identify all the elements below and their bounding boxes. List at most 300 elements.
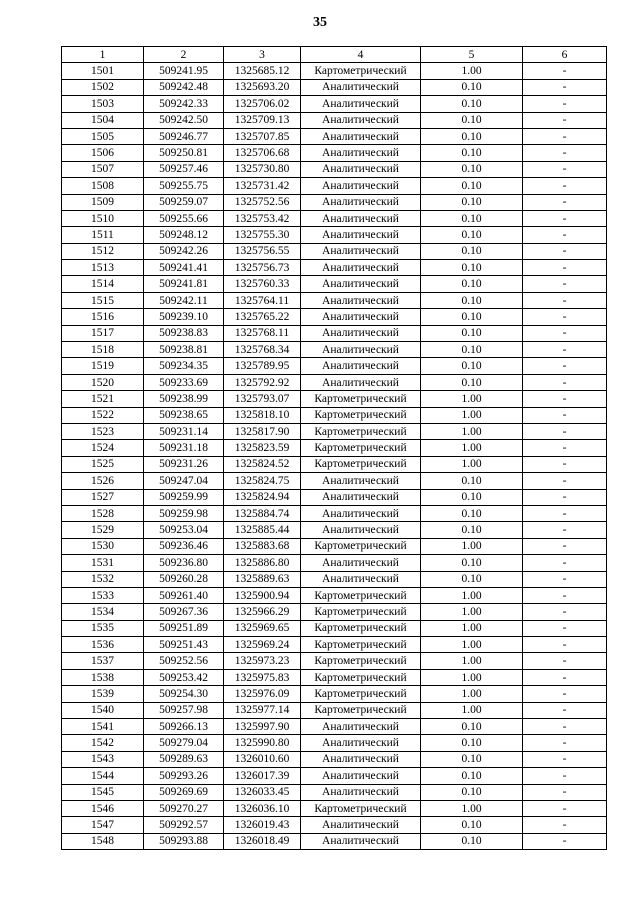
point-number-cell: 1519 bbox=[62, 358, 144, 374]
method-cell: Аналитический bbox=[301, 161, 421, 177]
accuracy-cell: 1.00 bbox=[421, 620, 523, 636]
table-row bbox=[62, 112, 607, 128]
note-cell: - bbox=[523, 391, 607, 407]
x-coordinate-cell: 509270.27 bbox=[144, 800, 224, 816]
method-cell: Аналитический bbox=[301, 505, 421, 521]
column-header-1: 1 bbox=[62, 47, 144, 63]
accuracy-cell: 0.10 bbox=[421, 719, 523, 735]
method-cell: Аналитический bbox=[301, 79, 421, 95]
method-cell: Картометрический bbox=[301, 391, 421, 407]
x-coordinate-cell: 509241.81 bbox=[144, 276, 224, 292]
page-number: 35 bbox=[313, 15, 327, 30]
y-coordinate-cell: 1325707.85 bbox=[224, 128, 301, 144]
method-cell: Аналитический bbox=[301, 735, 421, 751]
note-cell: - bbox=[523, 833, 607, 849]
point-number-cell: 1548 bbox=[62, 833, 144, 849]
point-number-cell: 1510 bbox=[62, 210, 144, 226]
method-cell: Картометрический bbox=[301, 604, 421, 620]
point-number-cell: 1545 bbox=[62, 784, 144, 800]
note-cell: - bbox=[523, 407, 607, 423]
y-coordinate-cell: 1326010.60 bbox=[224, 751, 301, 767]
table-row bbox=[62, 669, 607, 685]
note-cell: - bbox=[523, 751, 607, 767]
x-coordinate-cell: 509248.12 bbox=[144, 227, 224, 243]
method-cell: Аналитический bbox=[301, 96, 421, 112]
method-cell: Картометрический bbox=[301, 653, 421, 669]
point-number-cell: 1523 bbox=[62, 423, 144, 439]
y-coordinate-cell: 1326036.10 bbox=[224, 800, 301, 816]
point-number-cell: 1535 bbox=[62, 620, 144, 636]
accuracy-cell: 0.10 bbox=[421, 833, 523, 849]
method-cell: Картометрический bbox=[301, 423, 421, 439]
accuracy-cell: 0.10 bbox=[421, 243, 523, 259]
point-number-cell: 1522 bbox=[62, 407, 144, 423]
table-row bbox=[62, 194, 607, 210]
accuracy-cell: 0.10 bbox=[421, 227, 523, 243]
accuracy-cell: 1.00 bbox=[421, 604, 523, 620]
x-coordinate-cell: 509259.99 bbox=[144, 489, 224, 505]
note-cell: - bbox=[523, 358, 607, 374]
point-number-cell: 1526 bbox=[62, 473, 144, 489]
accuracy-cell: 0.10 bbox=[421, 276, 523, 292]
accuracy-cell: 0.10 bbox=[421, 489, 523, 505]
method-cell: Аналитический bbox=[301, 751, 421, 767]
table-row bbox=[62, 423, 607, 439]
method-cell: Картометрический bbox=[301, 587, 421, 603]
point-number-cell: 1542 bbox=[62, 735, 144, 751]
note-cell: - bbox=[523, 342, 607, 358]
x-coordinate-cell: 509242.33 bbox=[144, 96, 224, 112]
note-cell: - bbox=[523, 161, 607, 177]
y-coordinate-cell: 1325975.83 bbox=[224, 669, 301, 685]
accuracy-cell: 1.00 bbox=[421, 686, 523, 702]
note-cell: - bbox=[523, 719, 607, 735]
method-cell: Аналитический bbox=[301, 719, 421, 735]
table-row bbox=[62, 800, 607, 816]
note-cell: - bbox=[523, 128, 607, 144]
y-coordinate-cell: 1325731.42 bbox=[224, 178, 301, 194]
method-cell: Аналитический bbox=[301, 473, 421, 489]
note-cell: - bbox=[523, 260, 607, 276]
table-row bbox=[62, 456, 607, 472]
point-number-cell: 1502 bbox=[62, 79, 144, 95]
method-cell: Аналитический bbox=[301, 489, 421, 505]
table-row bbox=[62, 751, 607, 767]
method-cell: Картометрический bbox=[301, 637, 421, 653]
point-number-cell: 1546 bbox=[62, 800, 144, 816]
table-row bbox=[62, 260, 607, 276]
x-coordinate-cell: 509259.98 bbox=[144, 505, 224, 521]
note-cell: - bbox=[523, 79, 607, 95]
x-coordinate-cell: 509241.95 bbox=[144, 63, 224, 79]
note-cell: - bbox=[523, 505, 607, 521]
table-row bbox=[62, 79, 607, 95]
x-coordinate-cell: 509289.63 bbox=[144, 751, 224, 767]
table-row bbox=[62, 391, 607, 407]
method-cell: Картометрический bbox=[301, 800, 421, 816]
method-cell: Картометрический bbox=[301, 669, 421, 685]
note-cell: - bbox=[523, 440, 607, 456]
y-coordinate-cell: 1325824.94 bbox=[224, 489, 301, 505]
accuracy-cell: 1.00 bbox=[421, 440, 523, 456]
table-row bbox=[62, 735, 607, 751]
x-coordinate-cell: 509234.35 bbox=[144, 358, 224, 374]
point-number-cell: 1518 bbox=[62, 342, 144, 358]
x-coordinate-cell: 509253.04 bbox=[144, 522, 224, 538]
method-cell: Картометрический bbox=[301, 620, 421, 636]
accuracy-cell: 0.10 bbox=[421, 210, 523, 226]
accuracy-cell: 0.10 bbox=[421, 555, 523, 571]
note-cell: - bbox=[523, 587, 607, 603]
x-coordinate-cell: 509267.36 bbox=[144, 604, 224, 620]
point-number-cell: 1537 bbox=[62, 653, 144, 669]
x-coordinate-cell: 509236.46 bbox=[144, 538, 224, 554]
y-coordinate-cell: 1325752.56 bbox=[224, 194, 301, 210]
y-coordinate-cell: 1325793.07 bbox=[224, 391, 301, 407]
method-cell: Аналитический bbox=[301, 276, 421, 292]
note-cell: - bbox=[523, 817, 607, 833]
method-cell: Аналитический bbox=[301, 260, 421, 276]
table-row bbox=[62, 161, 607, 177]
column-header-3: 3 bbox=[224, 47, 301, 63]
table-body bbox=[62, 63, 607, 850]
table-row bbox=[62, 522, 607, 538]
y-coordinate-cell: 1325818.10 bbox=[224, 407, 301, 423]
point-number-cell: 1512 bbox=[62, 243, 144, 259]
y-coordinate-cell: 1325886.80 bbox=[224, 555, 301, 571]
note-cell: - bbox=[523, 423, 607, 439]
y-coordinate-cell: 1325824.52 bbox=[224, 456, 301, 472]
point-number-cell: 1525 bbox=[62, 456, 144, 472]
y-coordinate-cell: 1325977.14 bbox=[224, 702, 301, 718]
method-cell: Аналитический bbox=[301, 292, 421, 308]
table-row bbox=[62, 178, 607, 194]
x-coordinate-cell: 509259.07 bbox=[144, 194, 224, 210]
note-cell: - bbox=[523, 194, 607, 210]
table-row bbox=[62, 374, 607, 390]
table-row bbox=[62, 620, 607, 636]
point-number-cell: 1511 bbox=[62, 227, 144, 243]
y-coordinate-cell: 1325768.11 bbox=[224, 325, 301, 341]
table-row bbox=[62, 702, 607, 718]
point-number-cell: 1533 bbox=[62, 587, 144, 603]
accuracy-cell: 0.10 bbox=[421, 96, 523, 112]
method-cell: Аналитический bbox=[301, 325, 421, 341]
y-coordinate-cell: 1325706.68 bbox=[224, 145, 301, 161]
table-row bbox=[62, 227, 607, 243]
note-cell: - bbox=[523, 473, 607, 489]
point-number-cell: 1543 bbox=[62, 751, 144, 767]
point-number-cell: 1539 bbox=[62, 686, 144, 702]
table-row bbox=[62, 325, 607, 341]
point-number-cell: 1536 bbox=[62, 637, 144, 653]
x-coordinate-cell: 509257.98 bbox=[144, 702, 224, 718]
table-row bbox=[62, 505, 607, 521]
method-cell: Аналитический bbox=[301, 522, 421, 538]
y-coordinate-cell: 1325817.90 bbox=[224, 423, 301, 439]
column-header-6: 6 bbox=[523, 47, 607, 63]
point-number-cell: 1505 bbox=[62, 128, 144, 144]
table-row bbox=[62, 686, 607, 702]
note-cell: - bbox=[523, 784, 607, 800]
point-number-cell: 1532 bbox=[62, 571, 144, 587]
column-header-2: 2 bbox=[144, 47, 224, 63]
y-coordinate-cell: 1325792.92 bbox=[224, 374, 301, 390]
table-row bbox=[62, 719, 607, 735]
x-coordinate-cell: 509257.46 bbox=[144, 161, 224, 177]
method-cell: Аналитический bbox=[301, 227, 421, 243]
accuracy-cell: 0.10 bbox=[421, 309, 523, 325]
y-coordinate-cell: 1325730.80 bbox=[224, 161, 301, 177]
x-coordinate-cell: 509238.83 bbox=[144, 325, 224, 341]
method-cell: Аналитический bbox=[301, 358, 421, 374]
accuracy-cell: 0.10 bbox=[421, 79, 523, 95]
y-coordinate-cell: 1325976.09 bbox=[224, 686, 301, 702]
y-coordinate-cell: 1326018.49 bbox=[224, 833, 301, 849]
point-number-cell: 1530 bbox=[62, 538, 144, 554]
accuracy-cell: 0.10 bbox=[421, 178, 523, 194]
x-coordinate-cell: 509236.80 bbox=[144, 555, 224, 571]
point-number-cell: 1524 bbox=[62, 440, 144, 456]
table-row bbox=[62, 489, 607, 505]
x-coordinate-cell: 509242.11 bbox=[144, 292, 224, 308]
point-number-cell: 1521 bbox=[62, 391, 144, 407]
x-coordinate-cell: 509241.41 bbox=[144, 260, 224, 276]
x-coordinate-cell: 509253.42 bbox=[144, 669, 224, 685]
method-cell: Картометрический bbox=[301, 407, 421, 423]
y-coordinate-cell: 1325969.65 bbox=[224, 620, 301, 636]
table-row bbox=[62, 407, 607, 423]
accuracy-cell: 1.00 bbox=[421, 423, 523, 439]
accuracy-cell: 0.10 bbox=[421, 260, 523, 276]
note-cell: - bbox=[523, 456, 607, 472]
y-coordinate-cell: 1325900.94 bbox=[224, 587, 301, 603]
note-cell: - bbox=[523, 637, 607, 653]
coordinates-table bbox=[61, 46, 607, 850]
table-row bbox=[62, 309, 607, 325]
accuracy-cell: 1.00 bbox=[421, 538, 523, 554]
note-cell: - bbox=[523, 112, 607, 128]
point-number-cell: 1514 bbox=[62, 276, 144, 292]
x-coordinate-cell: 509266.13 bbox=[144, 719, 224, 735]
accuracy-cell: 1.00 bbox=[421, 587, 523, 603]
column-header-5: 5 bbox=[421, 47, 523, 63]
note-cell: - bbox=[523, 555, 607, 571]
accuracy-cell: 1.00 bbox=[421, 800, 523, 816]
x-coordinate-cell: 509242.50 bbox=[144, 112, 224, 128]
method-cell: Картометрический bbox=[301, 538, 421, 554]
y-coordinate-cell: 1325973.23 bbox=[224, 653, 301, 669]
table-row bbox=[62, 440, 607, 456]
x-coordinate-cell: 509239.10 bbox=[144, 309, 224, 325]
note-cell: - bbox=[523, 669, 607, 685]
note-cell: - bbox=[523, 145, 607, 161]
point-number-cell: 1501 bbox=[62, 63, 144, 79]
table-row bbox=[62, 473, 607, 489]
table-row bbox=[62, 817, 607, 833]
method-cell: Аналитический bbox=[301, 571, 421, 587]
point-number-cell: 1547 bbox=[62, 817, 144, 833]
accuracy-cell: 1.00 bbox=[421, 702, 523, 718]
note-cell: - bbox=[523, 604, 607, 620]
table-row bbox=[62, 653, 607, 669]
y-coordinate-cell: 1325990.80 bbox=[224, 735, 301, 751]
accuracy-cell: 0.10 bbox=[421, 571, 523, 587]
method-cell: Аналитический bbox=[301, 178, 421, 194]
y-coordinate-cell: 1326019.43 bbox=[224, 817, 301, 833]
y-coordinate-cell: 1325755.30 bbox=[224, 227, 301, 243]
point-number-cell: 1544 bbox=[62, 768, 144, 784]
note-cell: - bbox=[523, 292, 607, 308]
table-row bbox=[62, 538, 607, 554]
accuracy-cell: 0.10 bbox=[421, 751, 523, 767]
x-coordinate-cell: 509238.99 bbox=[144, 391, 224, 407]
y-coordinate-cell: 1325753.42 bbox=[224, 210, 301, 226]
y-coordinate-cell: 1325756.73 bbox=[224, 260, 301, 276]
x-coordinate-cell: 509247.04 bbox=[144, 473, 224, 489]
method-cell: Картометрический bbox=[301, 456, 421, 472]
note-cell: - bbox=[523, 276, 607, 292]
x-coordinate-cell: 509260.28 bbox=[144, 571, 224, 587]
y-coordinate-cell: 1325765.22 bbox=[224, 309, 301, 325]
method-cell: Аналитический bbox=[301, 374, 421, 390]
point-number-cell: 1529 bbox=[62, 522, 144, 538]
note-cell: - bbox=[523, 243, 607, 259]
note-cell: - bbox=[523, 374, 607, 390]
accuracy-cell: 0.10 bbox=[421, 784, 523, 800]
table-row bbox=[62, 784, 607, 800]
method-cell: Картометрический bbox=[301, 702, 421, 718]
accuracy-cell: 1.00 bbox=[421, 637, 523, 653]
table-row bbox=[62, 276, 607, 292]
method-cell: Аналитический bbox=[301, 342, 421, 358]
method-cell: Аналитический bbox=[301, 784, 421, 800]
table-row bbox=[62, 768, 607, 784]
accuracy-cell: 1.00 bbox=[421, 456, 523, 472]
x-coordinate-cell: 509246.77 bbox=[144, 128, 224, 144]
accuracy-cell: 0.10 bbox=[421, 768, 523, 784]
x-coordinate-cell: 509279.04 bbox=[144, 735, 224, 751]
method-cell: Аналитический bbox=[301, 243, 421, 259]
method-cell: Аналитический bbox=[301, 128, 421, 144]
accuracy-cell: 0.10 bbox=[421, 522, 523, 538]
point-number-cell: 1527 bbox=[62, 489, 144, 505]
point-number-cell: 1538 bbox=[62, 669, 144, 685]
point-number-cell: 1541 bbox=[62, 719, 144, 735]
method-cell: Аналитический bbox=[301, 210, 421, 226]
accuracy-cell: 0.10 bbox=[421, 161, 523, 177]
table-row bbox=[62, 243, 607, 259]
x-coordinate-cell: 509252.56 bbox=[144, 653, 224, 669]
y-coordinate-cell: 1325706.02 bbox=[224, 96, 301, 112]
y-coordinate-cell: 1325789.95 bbox=[224, 358, 301, 374]
point-number-cell: 1506 bbox=[62, 145, 144, 161]
table-row bbox=[62, 571, 607, 587]
note-cell: - bbox=[523, 210, 607, 226]
note-cell: - bbox=[523, 227, 607, 243]
table-row bbox=[62, 342, 607, 358]
table-row bbox=[62, 833, 607, 849]
accuracy-cell: 0.10 bbox=[421, 374, 523, 390]
note-cell: - bbox=[523, 96, 607, 112]
accuracy-cell: 0.10 bbox=[421, 128, 523, 144]
accuracy-cell: 1.00 bbox=[421, 669, 523, 685]
accuracy-cell: 0.10 bbox=[421, 342, 523, 358]
note-cell: - bbox=[523, 686, 607, 702]
y-coordinate-cell: 1325889.63 bbox=[224, 571, 301, 587]
y-coordinate-cell: 1325693.20 bbox=[224, 79, 301, 95]
accuracy-cell: 0.10 bbox=[421, 112, 523, 128]
y-coordinate-cell: 1325884.74 bbox=[224, 505, 301, 521]
point-number-cell: 1503 bbox=[62, 96, 144, 112]
method-cell: Аналитический bbox=[301, 194, 421, 210]
point-number-cell: 1540 bbox=[62, 702, 144, 718]
x-coordinate-cell: 509269.69 bbox=[144, 784, 224, 800]
x-coordinate-cell: 509242.26 bbox=[144, 243, 224, 259]
note-cell: - bbox=[523, 63, 607, 79]
note-cell: - bbox=[523, 768, 607, 784]
method-cell: Аналитический bbox=[301, 555, 421, 571]
y-coordinate-cell: 1325756.55 bbox=[224, 243, 301, 259]
accuracy-cell: 1.00 bbox=[421, 407, 523, 423]
y-coordinate-cell: 1326033.45 bbox=[224, 784, 301, 800]
x-coordinate-cell: 509250.81 bbox=[144, 145, 224, 161]
point-number-cell: 1520 bbox=[62, 374, 144, 390]
x-coordinate-cell: 509255.66 bbox=[144, 210, 224, 226]
table-row bbox=[62, 145, 607, 161]
column-header-4: 4 bbox=[301, 47, 421, 63]
table-row bbox=[62, 358, 607, 374]
x-coordinate-cell: 509293.26 bbox=[144, 768, 224, 784]
point-number-cell: 1504 bbox=[62, 112, 144, 128]
method-cell: Аналитический bbox=[301, 145, 421, 161]
x-coordinate-cell: 509251.43 bbox=[144, 637, 224, 653]
note-cell: - bbox=[523, 620, 607, 636]
method-cell: Аналитический bbox=[301, 817, 421, 833]
method-cell: Картометрический bbox=[301, 63, 421, 79]
note-cell: - bbox=[523, 653, 607, 669]
x-coordinate-cell: 509293.88 bbox=[144, 833, 224, 849]
point-number-cell: 1509 bbox=[62, 194, 144, 210]
x-coordinate-cell: 509261.40 bbox=[144, 587, 224, 603]
y-coordinate-cell: 1325969.24 bbox=[224, 637, 301, 653]
table-row bbox=[62, 637, 607, 653]
note-cell: - bbox=[523, 178, 607, 194]
y-coordinate-cell: 1325883.68 bbox=[224, 538, 301, 554]
accuracy-cell: 0.10 bbox=[421, 145, 523, 161]
y-coordinate-cell: 1325966.29 bbox=[224, 604, 301, 620]
method-cell: Аналитический bbox=[301, 309, 421, 325]
method-cell: Картометрический bbox=[301, 440, 421, 456]
accuracy-cell: 0.10 bbox=[421, 325, 523, 341]
accuracy-cell: 1.00 bbox=[421, 653, 523, 669]
point-number-cell: 1515 bbox=[62, 292, 144, 308]
x-coordinate-cell: 509242.48 bbox=[144, 79, 224, 95]
x-coordinate-cell: 509254.30 bbox=[144, 686, 224, 702]
y-coordinate-cell: 1325885.44 bbox=[224, 522, 301, 538]
method-cell: Аналитический bbox=[301, 833, 421, 849]
table-row bbox=[62, 555, 607, 571]
accuracy-cell: 0.10 bbox=[421, 292, 523, 308]
y-coordinate-cell: 1325685.12 bbox=[224, 63, 301, 79]
y-coordinate-cell: 1325997.90 bbox=[224, 719, 301, 735]
point-number-cell: 1513 bbox=[62, 260, 144, 276]
table-row bbox=[62, 63, 607, 79]
point-number-cell: 1528 bbox=[62, 505, 144, 521]
note-cell: - bbox=[523, 325, 607, 341]
note-cell: - bbox=[523, 571, 607, 587]
table-row bbox=[62, 292, 607, 308]
